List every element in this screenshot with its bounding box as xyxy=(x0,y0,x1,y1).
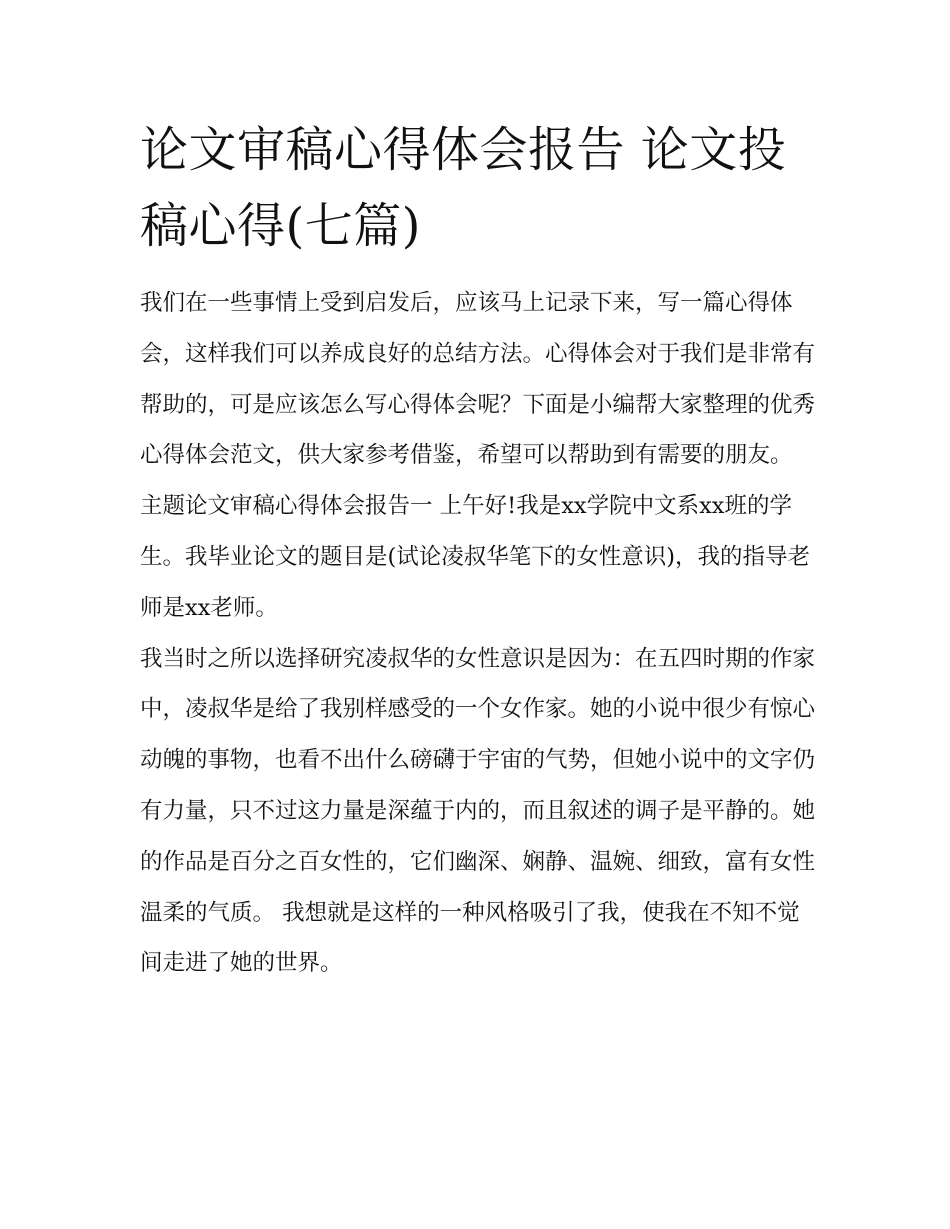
topic-paragraph: 主题论文审稿心得体会报告一 上午好!我是xx学院中文系xx班的学生。我毕业论文的题目是(试论凌叔华笔下的女性意识)，我的指导老师是xx老师。 xyxy=(140,493,811,621)
document-body xyxy=(140,278,816,989)
reason-paragraph: 我当时之所以选择研究凌叔华的女性意识是因为：在五四时期的作家中，凌叔华是给了我别样感受的一个女作家。她的小说中很少有惊心动魄的事物，也看不出什么磅礴于宇宙的气势，但她小说中的文字仍有力量，只不过这力量是深蕴于内的，而且叙述的调子是平静的。她的作品是百分之百女性的，它们幽深、娴静、温婉、细致，富有女性温柔的气质。 我想就是这样的一种风格吸引了我，使我在不知不觉间走进了她的世界。 xyxy=(140,645,816,977)
document-title: 论文审稿心得体会报告 论文投稿心得(七篇) xyxy=(140,122,787,254)
intro-paragraph: 我们在一些事情上受到启发后，应该马上记录下来，写一篇心得体会，这样我们可以养成良好的总结方法。心得体会对于我们是非常有帮助的，可是应该怎么写心得体会呢？下面是小编帮大家整理的优秀心得体会范文，供大家参考借鉴，希望可以帮助到有需要的朋友。 xyxy=(140,290,816,469)
